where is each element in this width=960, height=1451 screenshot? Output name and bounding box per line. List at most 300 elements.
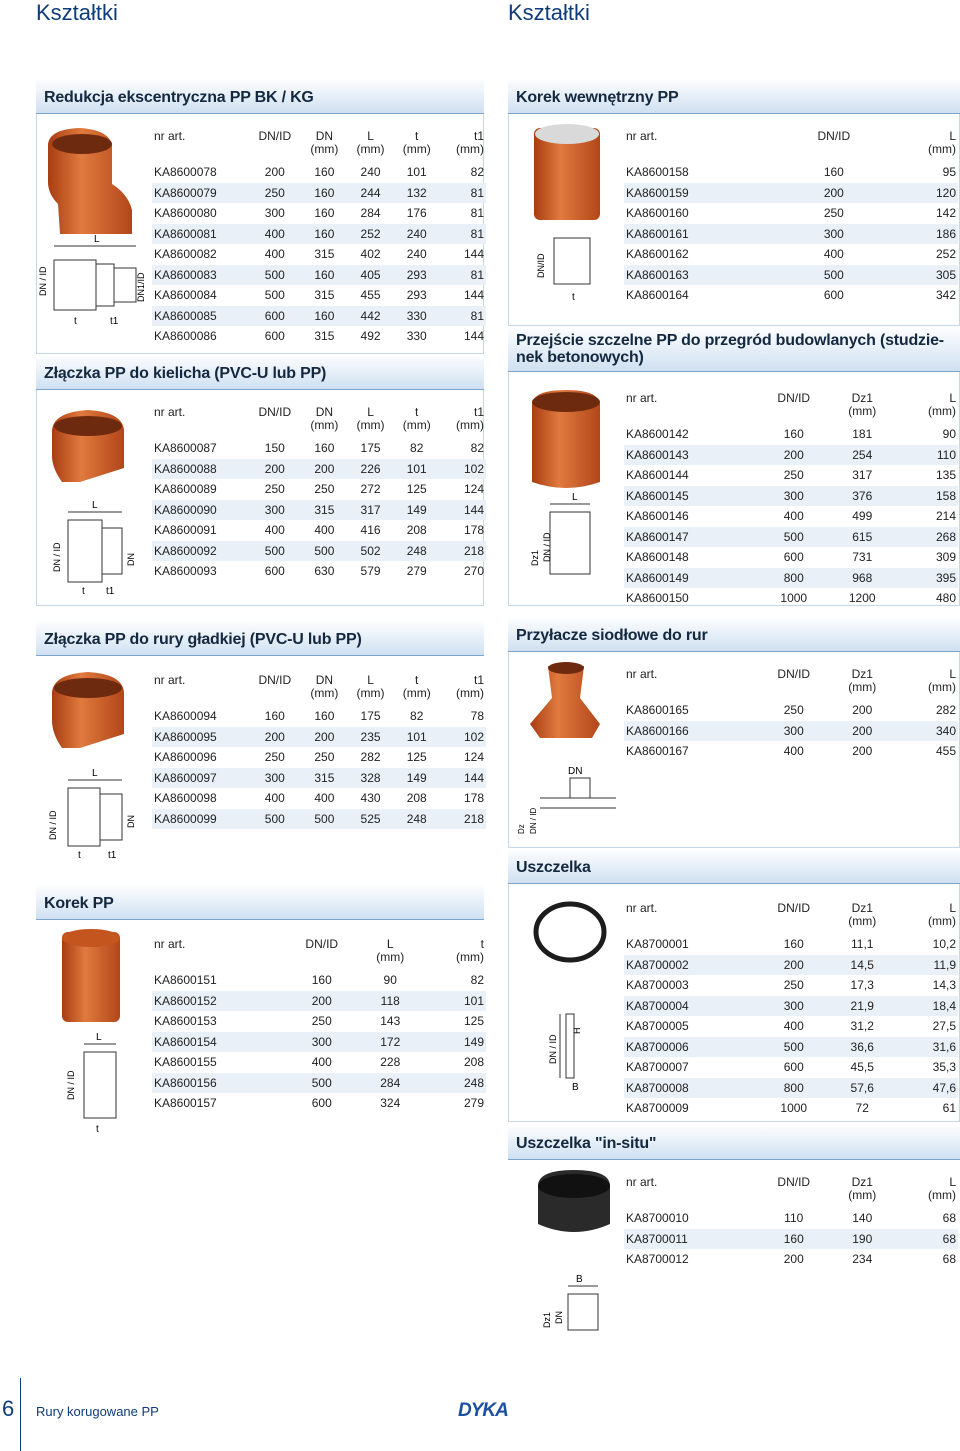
article-number-cell: KA8700005 xyxy=(626,1019,689,1034)
column-header xyxy=(152,406,248,438)
value-cell: 400 xyxy=(783,744,804,759)
column-header xyxy=(757,668,830,700)
coupler-opening xyxy=(54,416,122,436)
value-cell: 90 xyxy=(942,427,956,442)
value-cell: 14,5 xyxy=(830,955,894,976)
value-cell: 293 xyxy=(394,265,440,286)
table-redukcja xyxy=(152,130,486,347)
saddle-drawing xyxy=(540,778,616,808)
value-cell: 330 xyxy=(406,329,427,344)
value-cell: 500 xyxy=(248,809,301,830)
column-header-unit: (mm) xyxy=(402,142,431,156)
article-number-cell: KA8700007 xyxy=(626,1060,689,1075)
column-header-label: t1 xyxy=(473,405,484,419)
value-cell: 300 xyxy=(248,768,301,789)
dim-label: t xyxy=(96,1124,99,1135)
value-cell: 500 xyxy=(264,288,285,303)
column-header-label: t1 xyxy=(473,673,484,687)
table-header-row xyxy=(152,130,486,162)
value-cell: 500 xyxy=(285,1073,358,1094)
column-header-label: t xyxy=(415,129,419,143)
value-cell: 300 xyxy=(264,206,285,221)
brand-logo: DYKA xyxy=(458,1400,508,1421)
column-header-unit: (mm) xyxy=(456,686,484,700)
value-cell: 228 xyxy=(380,1055,401,1070)
article-number-cell: KA8700006 xyxy=(624,1037,757,1058)
dim-label: Dz xyxy=(517,824,526,834)
value-cell: 200 xyxy=(830,721,894,742)
column-header-unit: (mm) xyxy=(456,418,484,432)
value-cell: 250 xyxy=(823,206,844,221)
article-number-cell: KA8600150 xyxy=(626,591,689,606)
column-header xyxy=(347,674,393,706)
column-header-unit xyxy=(626,1189,755,1202)
table-row xyxy=(152,809,486,830)
column-header xyxy=(757,392,830,424)
dim-label: DN/ID xyxy=(536,253,546,278)
column-header-unit: (mm) xyxy=(928,680,956,694)
table-row xyxy=(624,203,958,224)
table-korek xyxy=(152,938,486,1114)
value-cell: 82 xyxy=(410,441,424,456)
table-row xyxy=(152,541,486,562)
dim-label: L xyxy=(92,500,98,511)
dim-label: L xyxy=(94,234,100,245)
column-header-label: nr art. xyxy=(154,129,186,143)
dim-label: DN / ID xyxy=(529,807,538,834)
dim-label: t xyxy=(572,292,575,303)
article-number-cell: KA8600154 xyxy=(152,1032,285,1053)
table-row xyxy=(152,438,486,459)
article-number-cell: KA8600089 xyxy=(154,482,217,497)
przylacze-picture xyxy=(510,658,620,838)
dim-label: DN / ID xyxy=(548,1034,558,1064)
column-header-unit xyxy=(287,951,356,964)
value-cell: 218 xyxy=(440,541,486,562)
table-zlaczka-gladka xyxy=(152,674,486,829)
value-cell: 317 xyxy=(347,500,393,521)
value-cell: 525 xyxy=(347,809,393,830)
value-cell: 14,3 xyxy=(932,978,956,993)
section-title-redukcja: Redukcja ekscentryczna PP BK / KG xyxy=(36,78,484,114)
value-cell: 248 xyxy=(394,541,440,562)
value-cell: 176 xyxy=(406,206,427,221)
dim-label: t xyxy=(74,316,77,327)
dim-label: DN xyxy=(126,815,136,828)
value-cell: 250 xyxy=(783,978,804,993)
plug-drawing xyxy=(554,238,590,284)
value-cell: 142 xyxy=(935,206,956,221)
value-cell: 110 xyxy=(784,1211,804,1226)
value-cell: 143 xyxy=(380,1014,401,1029)
table-row xyxy=(152,162,486,183)
dim-label: DN / ID xyxy=(52,542,62,572)
article-number-cell: KA8700010 xyxy=(626,1211,689,1226)
article-number-cell: KA8600093 xyxy=(154,564,217,579)
value-cell: 160 xyxy=(783,427,804,442)
column-header-label: L xyxy=(949,129,956,143)
plug-cap xyxy=(62,929,120,947)
column-header-unit xyxy=(759,1189,828,1202)
value-cell: 68 xyxy=(942,1252,956,1267)
value-cell: 500 xyxy=(757,1037,830,1058)
value-cell: 31,6 xyxy=(894,1037,958,1058)
table-row xyxy=(152,520,486,541)
value-cell: 226 xyxy=(347,459,393,480)
value-cell: 600 xyxy=(783,550,804,565)
article-number-cell: KA8600099 xyxy=(152,809,248,830)
column-header xyxy=(248,674,301,706)
article-number-cell: KA8600094 xyxy=(154,709,217,724)
value-cell: 82 xyxy=(410,709,424,724)
section-title-uszczelka: Uszczelka xyxy=(508,848,960,884)
value-cell: 150 xyxy=(264,441,285,456)
value-cell: 81 xyxy=(440,183,486,204)
value-cell: 240 xyxy=(394,224,440,245)
table-korek-wew xyxy=(624,130,958,306)
column-header xyxy=(394,130,440,162)
dim-label: L xyxy=(572,492,578,503)
value-cell: 149 xyxy=(422,1032,486,1053)
article-number-cell: KA8600162 xyxy=(626,247,689,262)
footer-divider xyxy=(20,1378,21,1451)
table-row xyxy=(152,224,486,245)
value-cell: 402 xyxy=(360,247,381,262)
column-header-unit xyxy=(250,687,299,700)
value-cell: 234 xyxy=(852,1252,873,1267)
column-header xyxy=(757,1176,830,1208)
value-cell: 250 xyxy=(783,468,804,483)
column-header xyxy=(440,406,486,438)
column-header-unit: (mm) xyxy=(356,686,385,700)
article-number-cell: KA8600143 xyxy=(624,445,757,466)
value-cell: 200 xyxy=(264,165,285,180)
table-row xyxy=(152,561,486,582)
value-cell: 200 xyxy=(852,744,873,759)
column-header xyxy=(830,902,894,934)
zlaczka-kielich-picture xyxy=(40,396,150,600)
value-cell: 455 xyxy=(360,288,381,303)
column-header-label: t1 xyxy=(473,129,484,143)
value-cell: 248 xyxy=(422,1073,486,1094)
table-row xyxy=(624,568,958,589)
value-cell: 252 xyxy=(935,247,956,262)
value-cell: 144 xyxy=(440,768,486,789)
value-cell: 200 xyxy=(285,991,358,1012)
value-cell: 82 xyxy=(470,973,484,988)
column-header-label: Dz1 xyxy=(851,391,873,405)
article-number-cell: KA8600087 xyxy=(154,441,217,456)
table-row xyxy=(152,203,486,224)
value-cell: 160 xyxy=(301,183,347,204)
column-header-label: nr art. xyxy=(626,667,658,681)
table-row xyxy=(624,162,958,183)
column-header xyxy=(248,406,301,438)
value-cell: 208 xyxy=(406,791,427,806)
value-cell: 18,4 xyxy=(894,996,958,1017)
dim-label: t xyxy=(82,586,85,597)
value-cell: 200 xyxy=(248,727,301,748)
table-row xyxy=(624,975,958,996)
table-row xyxy=(152,727,486,748)
value-cell: 400 xyxy=(783,509,804,524)
article-number-cell: KA8600080 xyxy=(154,206,217,221)
table-row xyxy=(152,1032,486,1053)
value-cell: 600 xyxy=(264,329,285,344)
value-cell: 400 xyxy=(264,523,285,538)
table-row xyxy=(152,788,486,809)
value-cell: 101 xyxy=(394,459,440,480)
article-number-cell: KA8700009 xyxy=(626,1101,689,1116)
section-title-przylacze: Przyłacze siodłowe do rur xyxy=(508,616,960,652)
article-number-cell: KA8600166 xyxy=(624,721,757,742)
table-row xyxy=(624,741,958,762)
value-cell: 160 xyxy=(314,206,335,221)
article-number-cell: KA8600156 xyxy=(152,1073,285,1094)
article-number-cell: KA8700004 xyxy=(624,996,757,1017)
table-header-row xyxy=(624,1176,958,1208)
insitu-drawing xyxy=(568,1286,598,1330)
column-header xyxy=(879,130,958,162)
dim-label: B xyxy=(576,1274,583,1285)
uszczelka-picture xyxy=(526,896,616,1096)
table-row xyxy=(152,459,486,480)
column-header-unit: (mm) xyxy=(848,1188,877,1202)
article-number-cell: KA8600142 xyxy=(626,427,689,442)
value-cell: 272 xyxy=(360,482,381,497)
article-number-cell: KA8600165 xyxy=(626,703,689,718)
value-cell: 500 xyxy=(301,809,347,830)
reducer-drawing xyxy=(54,246,136,310)
column-header-unit: (mm) xyxy=(356,142,385,156)
value-cell: 101 xyxy=(422,991,486,1012)
column-header-unit: (mm) xyxy=(928,142,956,156)
value-cell: 144 xyxy=(463,247,484,262)
value-cell: 400 xyxy=(311,1055,332,1070)
value-cell: 160 xyxy=(783,937,804,952)
passage-opening xyxy=(532,392,600,412)
table-row xyxy=(624,1229,958,1250)
value-cell: 328 xyxy=(347,768,393,789)
value-cell: 250 xyxy=(311,1014,332,1029)
column-header xyxy=(624,130,789,162)
value-cell: 118 xyxy=(358,991,422,1012)
value-cell: 600 xyxy=(311,1096,332,1111)
article-number-cell: KA8600155 xyxy=(154,1055,217,1070)
article-number-cell: KA8600151 xyxy=(154,973,217,988)
value-cell: 90 xyxy=(383,973,397,988)
column-header xyxy=(285,938,358,970)
value-cell: 416 xyxy=(360,523,381,538)
value-cell: 340 xyxy=(894,721,958,742)
column-header-unit xyxy=(626,143,787,156)
value-cell: 284 xyxy=(358,1073,422,1094)
section-title-uszczelka-insitu: Uszczelka "in-situ" xyxy=(508,1124,960,1160)
value-cell: 600 xyxy=(823,288,844,303)
value-cell: 17,3 xyxy=(850,978,874,993)
table-row xyxy=(152,970,486,991)
column-header-label: L xyxy=(367,673,374,687)
table-row xyxy=(624,285,958,306)
table-row xyxy=(624,486,958,507)
value-cell: 186 xyxy=(879,224,958,245)
footer-title: Rury korugowane PP xyxy=(36,1404,159,1419)
dim-label: DN / ID xyxy=(48,810,58,840)
article-number-cell: KA8600167 xyxy=(626,744,689,759)
value-cell: 172 xyxy=(358,1032,422,1053)
article-number-cell: KA8600081 xyxy=(152,224,248,245)
value-cell: 160 xyxy=(757,1229,830,1250)
value-cell: 144 xyxy=(463,288,484,303)
table-row xyxy=(152,706,486,727)
dim-label: Dz1 xyxy=(542,1311,552,1328)
value-cell: 630 xyxy=(314,564,335,579)
column-header-label: DN/ID xyxy=(777,391,811,405)
column-header-unit: (mm) xyxy=(402,686,431,700)
dim-label: DN xyxy=(554,1311,564,1324)
column-header-label: DN/ID xyxy=(777,1175,811,1189)
value-cell: 600 xyxy=(783,1060,804,1075)
value-cell: 282 xyxy=(935,703,956,718)
column-header-unit xyxy=(759,915,828,928)
value-cell: 160 xyxy=(301,306,347,327)
table-row xyxy=(624,1016,958,1037)
table-row xyxy=(624,1249,958,1270)
column-header xyxy=(624,668,757,700)
column-header-label: DN xyxy=(315,673,334,687)
page-title-right: Kształtki xyxy=(508,0,590,25)
column-header-label: L xyxy=(367,405,374,419)
value-cell: 600 xyxy=(264,564,285,579)
value-cell: 158 xyxy=(894,486,958,507)
value-cell: 315 xyxy=(314,288,335,303)
value-cell: 250 xyxy=(314,482,335,497)
coupler-opening xyxy=(54,678,122,698)
table-header-row xyxy=(624,130,958,162)
column-header-unit xyxy=(154,419,246,432)
table-row xyxy=(624,506,958,527)
coupler-drawing xyxy=(68,512,122,582)
article-number-cell: KA8600090 xyxy=(152,500,248,521)
value-cell: 45,5 xyxy=(850,1060,874,1075)
value-cell: 282 xyxy=(360,750,381,765)
column-header-label: DN xyxy=(315,129,334,143)
article-number-cell: KA8600082 xyxy=(154,247,217,262)
value-cell: 160 xyxy=(823,165,844,180)
value-cell: 315 xyxy=(314,329,335,344)
value-cell: 800 xyxy=(757,568,830,589)
column-header-unit xyxy=(626,681,755,694)
value-cell: 315 xyxy=(301,500,347,521)
value-cell: 254 xyxy=(830,445,894,466)
column-header xyxy=(624,1176,757,1208)
value-cell: 72 xyxy=(855,1101,869,1116)
dim-label: DN / ID xyxy=(66,1070,76,1100)
column-header xyxy=(830,668,894,700)
value-cell: 68 xyxy=(942,1211,956,1226)
table-uszczelka xyxy=(624,902,958,1119)
value-cell: 124 xyxy=(463,750,484,765)
table-row xyxy=(624,1057,958,1078)
table-row xyxy=(624,527,958,548)
column-header-label: nr art. xyxy=(626,391,658,405)
column-header xyxy=(152,938,285,970)
value-cell: 214 xyxy=(935,509,956,524)
passage-drawing xyxy=(550,504,590,574)
value-cell: 160 xyxy=(314,165,335,180)
value-cell: 400 xyxy=(248,224,301,245)
reducer-opening xyxy=(52,134,112,154)
value-cell: 57,6 xyxy=(830,1078,894,1099)
dim-label: DN / ID xyxy=(542,532,552,562)
value-cell: 252 xyxy=(347,224,393,245)
article-number-cell: KA8700003 xyxy=(626,978,689,993)
dim-label: L xyxy=(96,1032,102,1043)
column-header xyxy=(830,392,894,424)
value-cell: 81 xyxy=(440,306,486,327)
table-row xyxy=(624,1078,958,1099)
article-number-cell: KA8600160 xyxy=(626,206,689,221)
column-header-unit: (mm) xyxy=(402,418,431,432)
value-cell: 11,1 xyxy=(851,937,874,952)
value-cell: 102 xyxy=(440,727,486,748)
article-number-cell: KA8600098 xyxy=(154,791,217,806)
article-number-cell: KA8600078 xyxy=(154,165,217,180)
value-cell: 395 xyxy=(894,568,958,589)
table-row xyxy=(152,265,486,286)
article-number-cell: KA8600083 xyxy=(152,265,248,286)
value-cell: 300 xyxy=(789,224,879,245)
value-cell: 200 xyxy=(757,955,830,976)
value-cell: 600 xyxy=(248,306,301,327)
value-cell: 200 xyxy=(301,727,347,748)
column-header-label: DN/ID xyxy=(258,405,292,419)
article-number-cell: KA8700008 xyxy=(624,1078,757,1099)
value-cell: 300 xyxy=(285,1032,358,1053)
column-header-label: DN/ID xyxy=(817,129,851,143)
value-cell: 284 xyxy=(360,206,381,221)
value-cell: 35,3 xyxy=(932,1060,956,1075)
value-cell: 330 xyxy=(394,306,440,327)
table-header-row xyxy=(624,902,958,934)
column-header xyxy=(894,668,958,700)
column-header-label: Dz1 xyxy=(851,1175,873,1189)
value-cell: 200 xyxy=(783,1252,804,1267)
column-header-unit: (mm) xyxy=(356,418,385,432)
korek-picture xyxy=(54,926,134,1136)
table-row xyxy=(624,424,958,445)
article-number-cell: KA8600079 xyxy=(152,183,248,204)
column-header-label: Dz1 xyxy=(851,901,873,915)
value-cell: 10,2 xyxy=(932,937,956,952)
korek-wew-picture xyxy=(522,120,612,310)
table-row xyxy=(152,326,486,347)
column-header-label: L xyxy=(949,901,956,915)
value-cell: 101 xyxy=(406,165,427,180)
column-header-label: L xyxy=(949,391,956,405)
value-cell: 300 xyxy=(757,486,830,507)
value-cell: 731 xyxy=(852,550,873,565)
column-header-unit: (mm) xyxy=(848,680,877,694)
column-header-label: Dz1 xyxy=(851,667,873,681)
table-row xyxy=(152,285,486,306)
column-header-label: DN/ID xyxy=(258,129,292,143)
column-header xyxy=(757,902,830,934)
value-cell: 400 xyxy=(783,1019,804,1034)
value-cell: 61 xyxy=(942,1101,956,1116)
column-header xyxy=(394,674,440,706)
value-cell: 430 xyxy=(360,791,381,806)
